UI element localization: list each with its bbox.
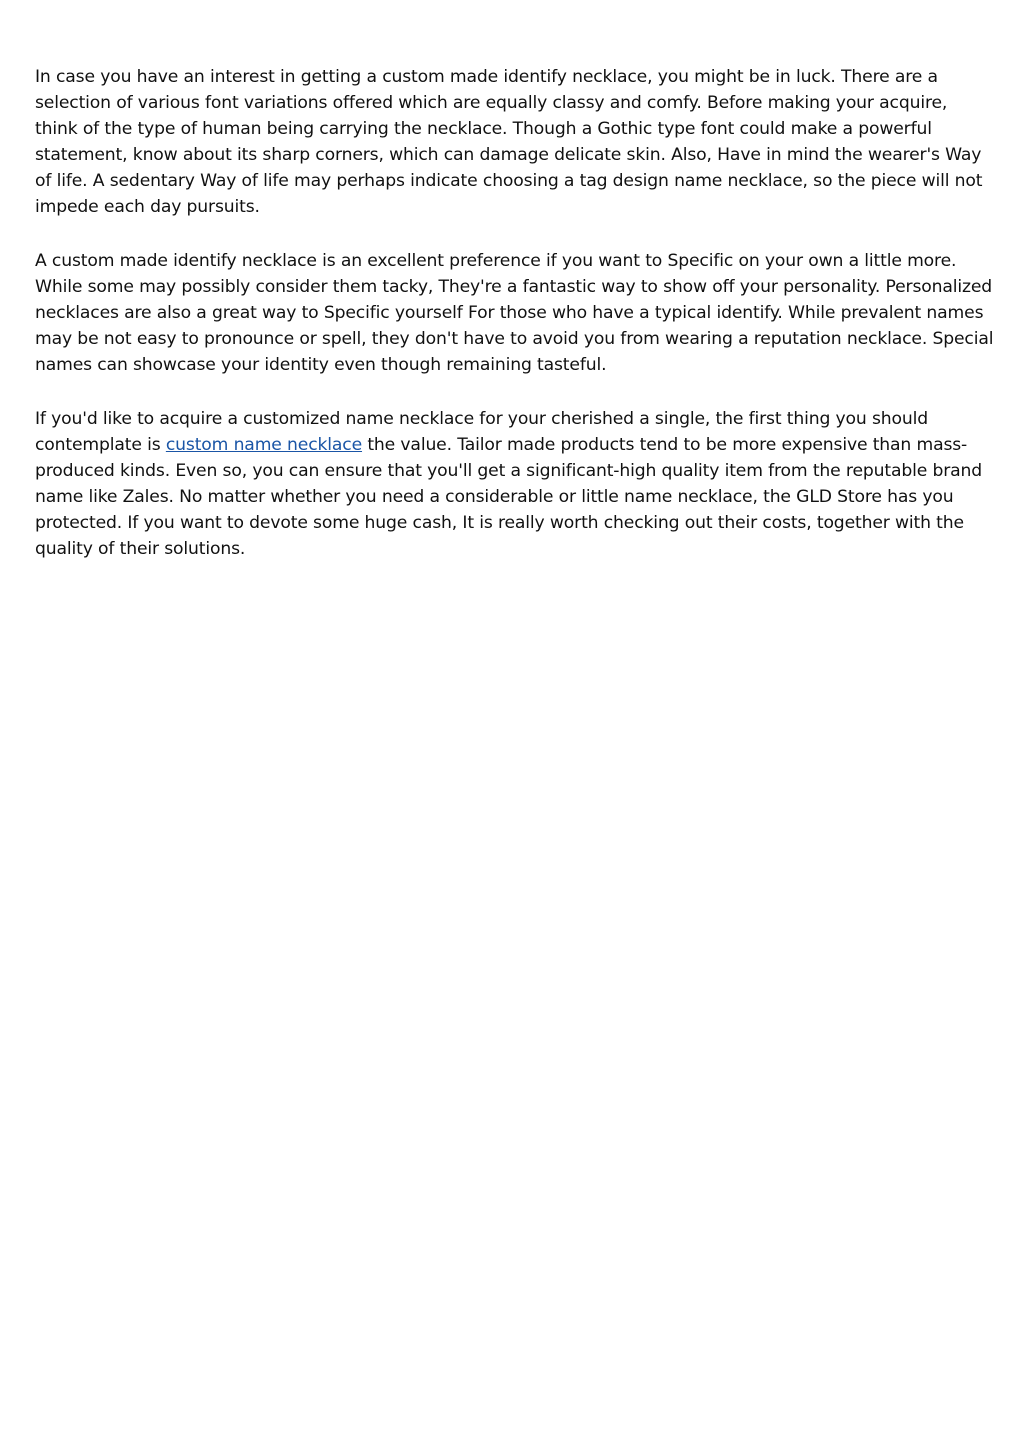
custom-name-necklace-link[interactable]: custom name necklace (165, 435, 363, 455)
paragraph-3 (35, 406, 995, 562)
document-body (35, 64, 995, 590)
paragraph-3-text-before-link: If you'd like to acquire a customized name necklace for your cherished a single, the first thing you should contemplate is (35, 409, 928, 455)
paragraph-3-text-after-link: the value. Tailor made products tend to be more expensive than mass-produced kinds. Even so, you can ensure that you'll get a significant-high quality item from the reputable brand name like Zales. No matter whether you need a considerable or little name necklace, the GLD Store has you protected. If you want to devote some huge cash, It is really worth checking out their costs, together with the quality of their solutions. (35, 435, 983, 559)
paragraph-2: A custom made identify necklace is an excellent preference if you want to Specific on your own a little more. While some may possibly consider them tacky, They're a fantastic way to show off your personality. Personalized necklaces are also a great way to Specific yourself For those who have a typical identify. While prevalent names may be not easy to pronounce or spell, they don't have to avoid you from wearing a reputation necklace. Special names can showcase your identity even though remaining tasteful. (35, 251, 994, 375)
paragraph-1: In case you have an interest in getting a custom made identify necklace, you might be in luck. There are a selection of various font variations offered which are equally classy and comfy. Before making your acquire, think of the type of human being carrying the necklace. Though a Gothic type font could make a powerful statement, know about its sharp corners, which can damage delicate skin. Also, Have in mind the wearer's Way of life. A sedentary Way of life may perhaps indicate choosing a tag design name necklace, so the piece will not impede each day pursuits. (35, 67, 983, 217)
